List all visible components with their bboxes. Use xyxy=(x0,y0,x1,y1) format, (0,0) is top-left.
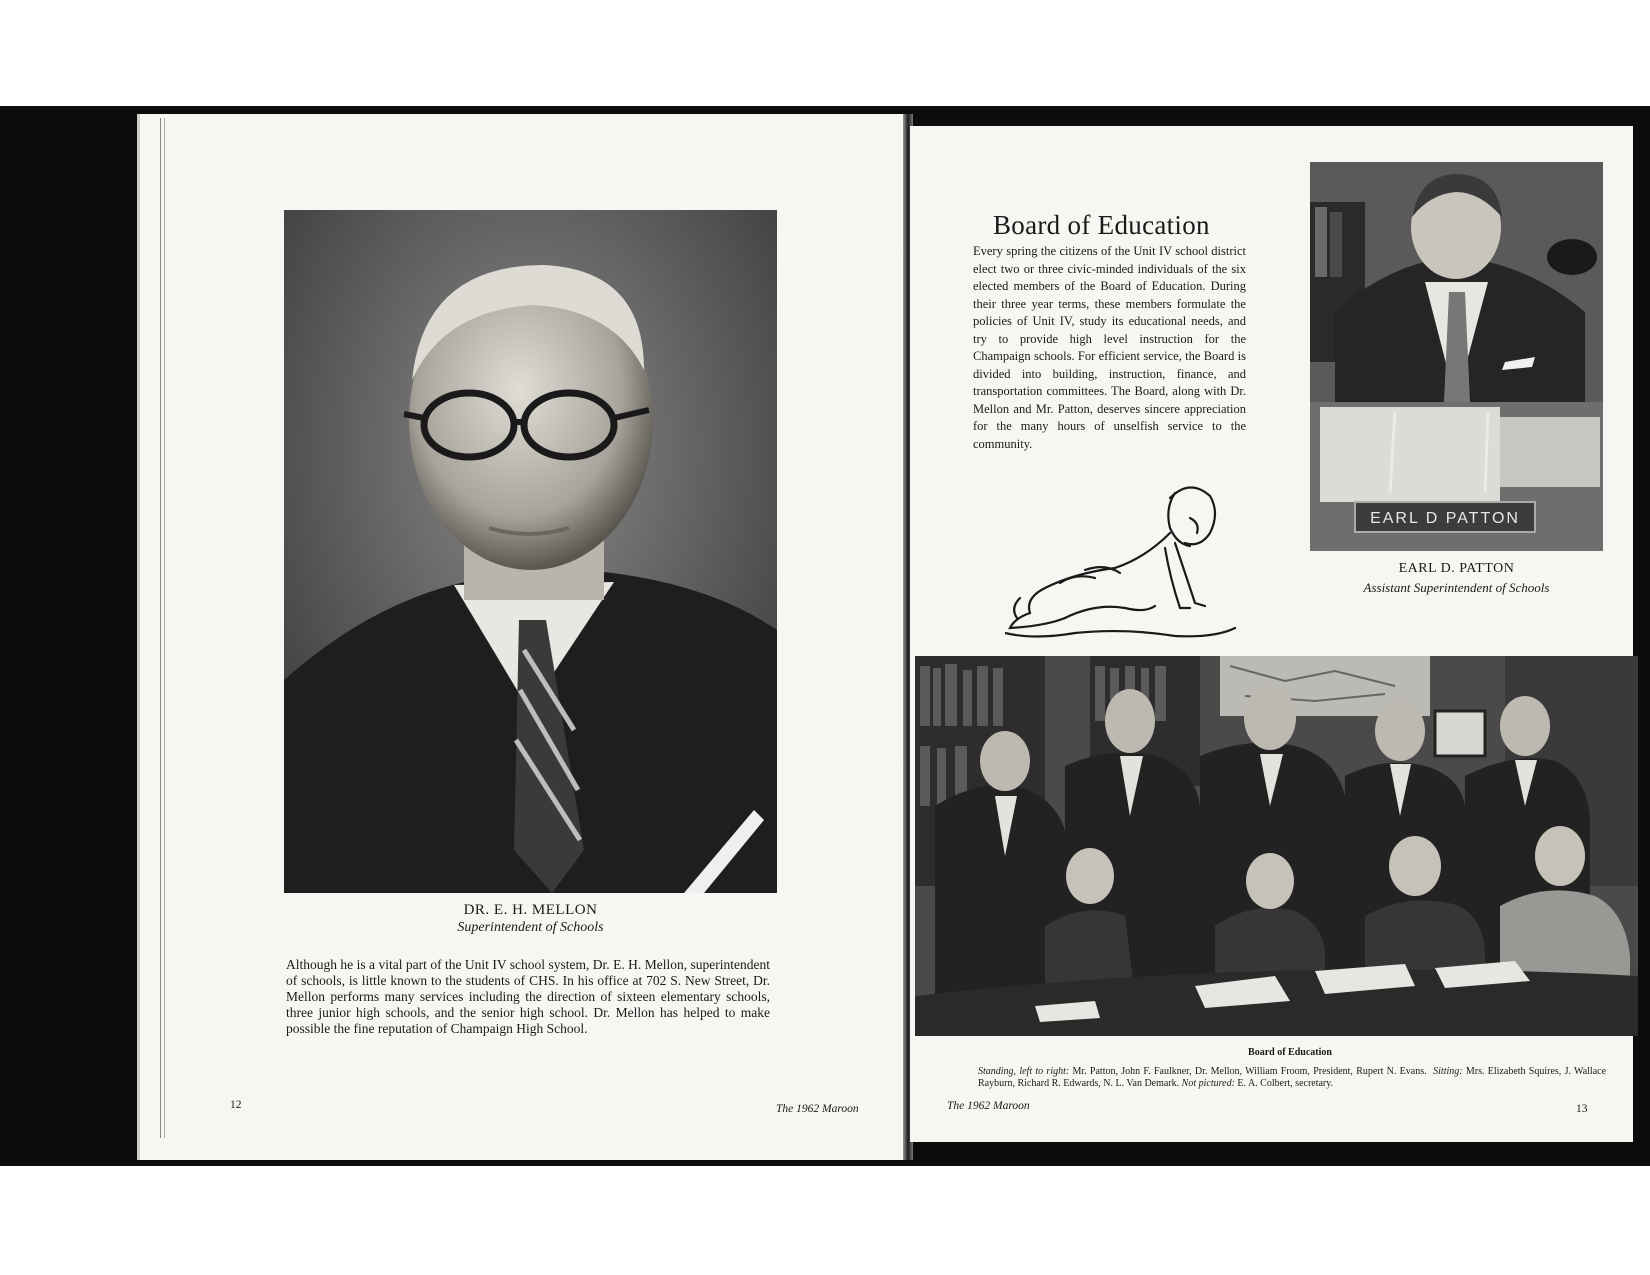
patton-caption-title: Assistant Superintendent of Schools xyxy=(1363,580,1550,595)
portrait-caption-name: DR. E. H. MELLON xyxy=(463,902,598,918)
running-title-left: The 1962 Maroon xyxy=(776,1103,859,1115)
page-edge-line xyxy=(160,118,161,1138)
group-caption-title: Board of Education xyxy=(1248,1047,1332,1058)
page-heading: Board of Education xyxy=(993,210,1210,240)
portrait-caption-title: Superintendent of Schools xyxy=(457,920,604,935)
group-caption-text xyxy=(978,1066,1606,1090)
page-number-left: 12 xyxy=(230,1099,242,1111)
not-pictured-names: E. A. Colbert, secretary. xyxy=(1237,1078,1334,1089)
standing-label: Standing, left to right: xyxy=(978,1066,1070,1077)
page-number-right: 13 xyxy=(1576,1103,1588,1115)
mellon-body-text: Although he is a vital part of the Unit IV school system, Dr. E. H. Mellon, superintendent of schools, is little known to the students of CHS. In his office at 702 S. New Street, Dr. Mellon performs many services including the direction of sixteen elementary schools, three junior high schools, and the senior high school. Dr. Mellon has helped to make possible the fine reputation of Champaign High School. xyxy=(286,957,770,1036)
group-photo-board xyxy=(915,656,1638,1036)
sitting-names: Mrs. Elizabeth Squires, J. Wallace Rayburn, Richard R. Edwards, N. L. Van Demark. xyxy=(978,1066,1607,1089)
sitting-label: Sitting: xyxy=(1433,1066,1463,1077)
portrait-photo-mellon xyxy=(284,210,777,893)
patton-caption-name: EARL D. PATTON xyxy=(1398,561,1515,576)
board-body-text: Every spring the citizens of the Unit IV school district elect two or three civic-minded individuals of the six elected members of the Board of Education. During their three year terms, these members formulate the policies of Unit IV, study its educational needs, and try to provide high level instruction for the Champaign schools. For efficient service, the Board is divided into building, instruction, finance, and transportation committees. The Board, along with Dr. Mellon and Mr. Patton, deserves sincere appreciation for the many hours of unselfish service to the community. xyxy=(973,244,1246,451)
crawling-child-illustration xyxy=(1005,478,1240,640)
page-edge-line xyxy=(164,118,165,1138)
patton-nameplate-text: EARL D PATTON xyxy=(1370,510,1520,527)
running-title-right: The 1962 Maroon xyxy=(947,1100,1030,1112)
portrait-photo-patton xyxy=(1310,162,1603,551)
standing-names: Mr. Patton, John F. Faulkner, Dr. Mellon, William Froom, President, Rupert N. Evans. xyxy=(1072,1066,1427,1077)
not-pictured-label: Not pictured: xyxy=(1181,1078,1235,1089)
